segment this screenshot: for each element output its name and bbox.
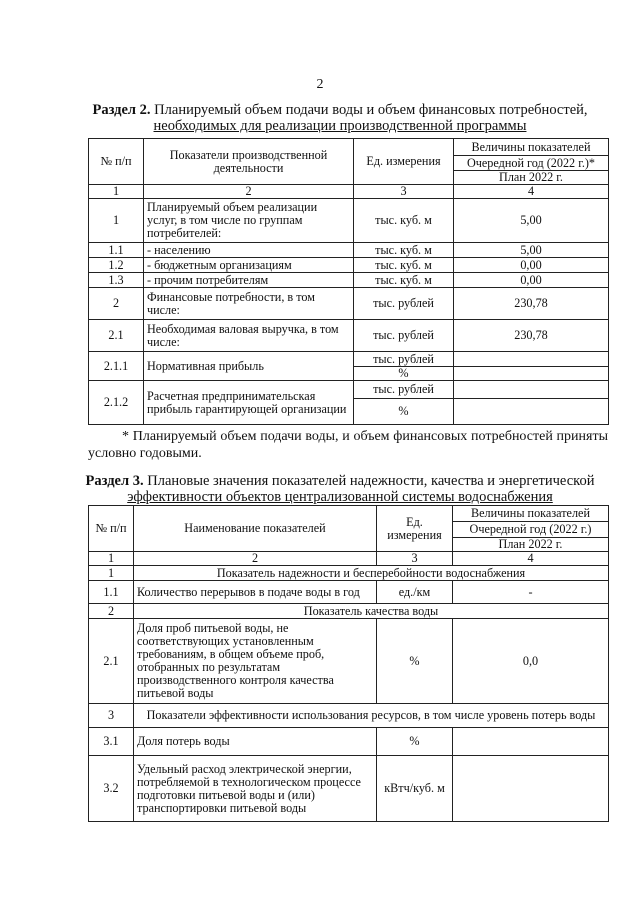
table-row [89, 381, 609, 399]
group-row [89, 604, 609, 619]
row-num: 1 [89, 199, 144, 243]
group-num: 3 [89, 704, 134, 728]
row-unit: % [354, 367, 454, 381]
table-row [89, 273, 609, 288]
row-value: 0,00 [454, 273, 609, 288]
row-unit: тыс. рублей [354, 381, 454, 399]
row-num: 2.1.2 [89, 381, 144, 425]
row-num: 1.2 [89, 258, 144, 273]
row-name: - прочим потребителям [144, 273, 354, 288]
row-unit: тыс. куб. м [354, 243, 454, 258]
table-row [89, 243, 609, 258]
row-value: 230,78 [454, 288, 609, 320]
row-unit: тыс. рублей [354, 288, 454, 320]
row-unit: % [377, 728, 453, 756]
header-unit: Ед. измерения [377, 506, 453, 552]
header-year: Очередной год (2022 г.) [453, 522, 609, 538]
row-num: 1.1 [89, 581, 134, 604]
header-plan: План 2022 г. [453, 538, 609, 552]
colnum: 4 [454, 185, 609, 199]
row-name: Планируемый объем реализации услуг, в том числе по группам потребителей: [144, 199, 354, 243]
table-row [89, 728, 609, 756]
row-unit: тыс. рублей [354, 352, 454, 367]
section2-footnote [88, 428, 608, 462]
row-num: 1.1 [89, 243, 144, 258]
row-name: Необходимая валовая выручка, в том числе: [144, 320, 354, 352]
table-row [89, 581, 609, 604]
header-num: № п/п [89, 506, 134, 552]
row-value [453, 728, 609, 756]
group-num: 1 [89, 566, 134, 581]
header-year: Очередной год (2022 г.)* [454, 156, 609, 171]
row-unit: % [377, 619, 453, 704]
colnum: 1 [89, 185, 144, 199]
row-name: Нормативная прибыль [144, 352, 354, 381]
section3-label: Раздел 3. [85, 473, 144, 489]
header-indicator: Наименование показателей [134, 506, 377, 552]
table-row [89, 619, 609, 704]
section3-heading [60, 473, 620, 505]
colnum: 3 [354, 185, 454, 199]
row-unit: ед./км [377, 581, 453, 604]
group-num: 2 [89, 604, 134, 619]
footnote-text: Планируемый объем подачи воды, и объем финансовых потребностей приняты условно годовыми. [88, 429, 609, 461]
row-value: 5,00 [454, 243, 609, 258]
header-values: Величины показателей [453, 506, 609, 522]
header-indicator: Показатели производственной деятельности [144, 139, 354, 185]
colnum: 2 [144, 185, 354, 199]
section2-table [88, 138, 609, 425]
group-row [89, 566, 609, 581]
group-title: Показатель надежности и бесперебойности водоснабжения [134, 566, 609, 581]
row-unit: % [354, 399, 454, 425]
row-name: Удельный расход электрической энергии, потребляемой в технологическом процессе подготовки питьевой воды и (или) транспортировки питьевой воды [134, 756, 377, 822]
row-unit: тыс. куб. м [354, 273, 454, 288]
row-value: - [453, 581, 609, 604]
row-name: - бюджетным организациям [144, 258, 354, 273]
row-num: 2.1 [89, 619, 134, 704]
row-num: 2 [89, 288, 144, 320]
row-value: 5,00 [454, 199, 609, 243]
table-row [89, 352, 609, 367]
page-number: 2 [316, 77, 324, 92]
section3-title-line2: эффективности объектов централизованной системы водоснабжения [127, 489, 553, 505]
row-num: 3.2 [89, 756, 134, 822]
row-unit: тыс. куб. м [354, 258, 454, 273]
row-name: Доля проб питьевой воды, не соответствующих установленным требованиям, в общем объеме проб, отобранных по результатам производственного контроля качества питьевой воды [134, 619, 377, 704]
header-unit: Ед. измерения [354, 139, 454, 185]
row-value [454, 367, 609, 381]
section2-heading [60, 102, 620, 134]
colnum: 4 [453, 552, 609, 566]
section3-title-line1: Плановые значения показателей надежности, качества и энергетической [147, 473, 595, 489]
group-title: Показатель качества воды [134, 604, 609, 619]
row-num: 3.1 [89, 728, 134, 756]
table-row [89, 320, 609, 352]
row-name: Расчетная предпринимательская прибыль гарантирующей организации [144, 381, 354, 425]
header-num: № п/п [89, 139, 144, 185]
row-name: - населению [144, 243, 354, 258]
header-plan: План 2022 г. [454, 171, 609, 185]
row-num: 1.3 [89, 273, 144, 288]
row-value [454, 352, 609, 367]
table-row [89, 258, 609, 273]
colnum: 1 [89, 552, 134, 566]
header-values: Величины показателей [454, 139, 609, 156]
row-name: Доля потерь воды [134, 728, 377, 756]
row-num: 2.1 [89, 320, 144, 352]
column-number-row [89, 552, 609, 566]
colnum: 2 [134, 552, 377, 566]
row-value: 0,0 [453, 619, 609, 704]
colnum: 3 [377, 552, 453, 566]
section2-title-line2: необходимых для реализации производственной программы [153, 118, 527, 134]
table-row [89, 288, 609, 320]
row-unit: кВтч/куб. м [377, 756, 453, 822]
row-value [454, 381, 609, 399]
row-value [453, 756, 609, 822]
row-value [454, 399, 609, 425]
table-row [89, 756, 609, 822]
row-name: Финансовые потребности, в том числе: [144, 288, 354, 320]
group-row [89, 704, 609, 728]
row-name: Количество перерывов в подаче воды в год [134, 581, 377, 604]
section2-title-line1: Планируемый объем подачи воды и объем финансовых потребностей, [154, 102, 588, 118]
row-num: 2.1.1 [89, 352, 144, 381]
row-value: 0,00 [454, 258, 609, 273]
footnote-marker: * [122, 429, 129, 444]
row-unit: тыс. рублей [354, 320, 454, 352]
group-title: Показатели эффективности использования ресурсов, в том числе уровень потерь воды [134, 704, 609, 728]
column-number-row [89, 185, 609, 199]
table-row [89, 199, 609, 243]
row-unit: тыс. куб. м [354, 199, 454, 243]
row-value: 230,78 [454, 320, 609, 352]
section2-label: Раздел 2. [92, 102, 151, 118]
section3-table [88, 505, 609, 822]
